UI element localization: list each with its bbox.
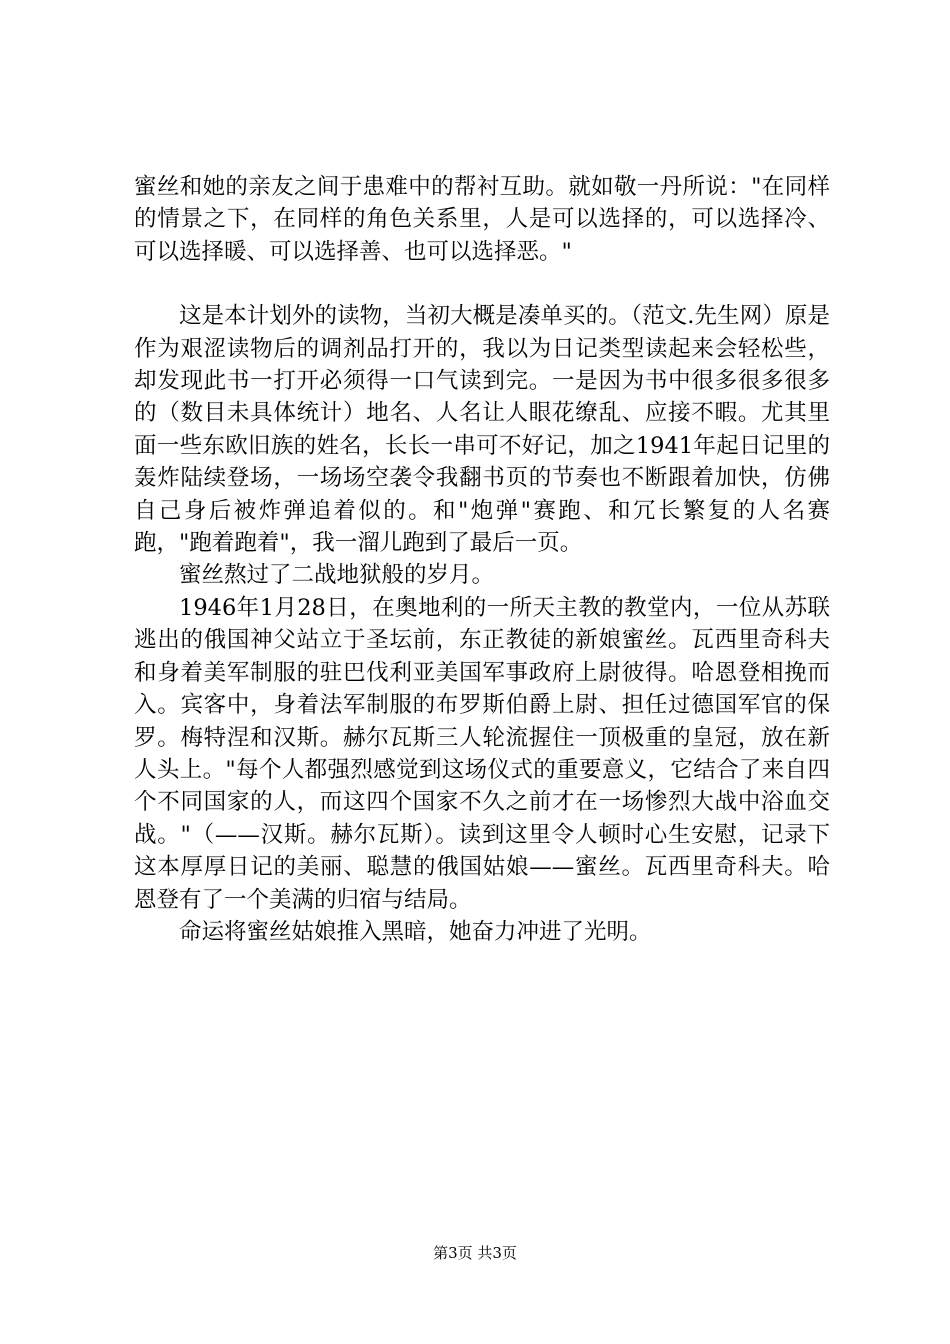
- paragraph-survival: 蜜丝熬过了二战地狱般的岁月。: [179, 562, 495, 589]
- page-footer: 第3页 共3页: [433, 1244, 517, 1262]
- paragraph-continuation: 蜜丝和她的亲友之间于患难中的帮衬互助。就如敬一丹所说："在同样的情景之下，在同样的角色关系里，人是可以选择的，可以选择冷、可以选择暖、可以选择善、也可以选择恶。": [134, 174, 830, 265]
- paragraph-wedding: 1946年1月28日，在奥地利的一所天主教的教堂内，一位从苏联逃出的俄国神父站立于圣坛前，东正教徒的新娘蜜丝。瓦西里奇科夫和身着美军制服的驻巴伐利亚美国军事政府上尉彼得。哈恩登相挽而入。宾客中，身着法军制服的布罗斯伯爵上尉、担任过德国军官的保罗。梅特涅和汉斯。赫尔瓦斯三人轮流握住一顶极重的皇冠，放在新人头上。"每个人都强烈感觉到这场仪式的重要意义，它结合了来自四个不同国家的人，而这四个国家不久之前才在一场惨烈大战中浴血交战。"（——汉斯。赫尔瓦斯）。读到这里令人顿时心生安慰，记录下这本厚厚日记的美丽、聪慧的俄国姑娘——蜜丝。瓦西里奇科夫。哈恩登有了一个美满的归宿与结局。: [134, 594, 830, 913]
- paragraph-conclusion: 命运将蜜丝姑娘推入黑暗，她奋力冲进了光明。: [179, 918, 652, 945]
- body-text: [134, 171, 830, 948]
- paragraph-reading-notes: 这是本计划外的读物，当初大概是凑单买的。（范文.先生网）原是作为艰涩读物后的调剂品打开的，我以为日记类型读起来会轻松些，却发现此书一打开必须得一口气读到完。一是因为书中很多很多很多的（数目未具体统计）地名、人名让人眼花缭乱、应接不暇。尤其里面一些东欧旧族的姓名，长长一串可不好记，加之1941年起日记里的轰炸陆续登场，一场场空袭令我翻书页的节奏也不断跟着加快，仿佛自己身后被炸弹追着似的。和"炮弹"赛跑、和冗长繁复的人名赛跑，"跑着跑着"，我一溜儿跑到了最后一页。: [134, 303, 830, 557]
